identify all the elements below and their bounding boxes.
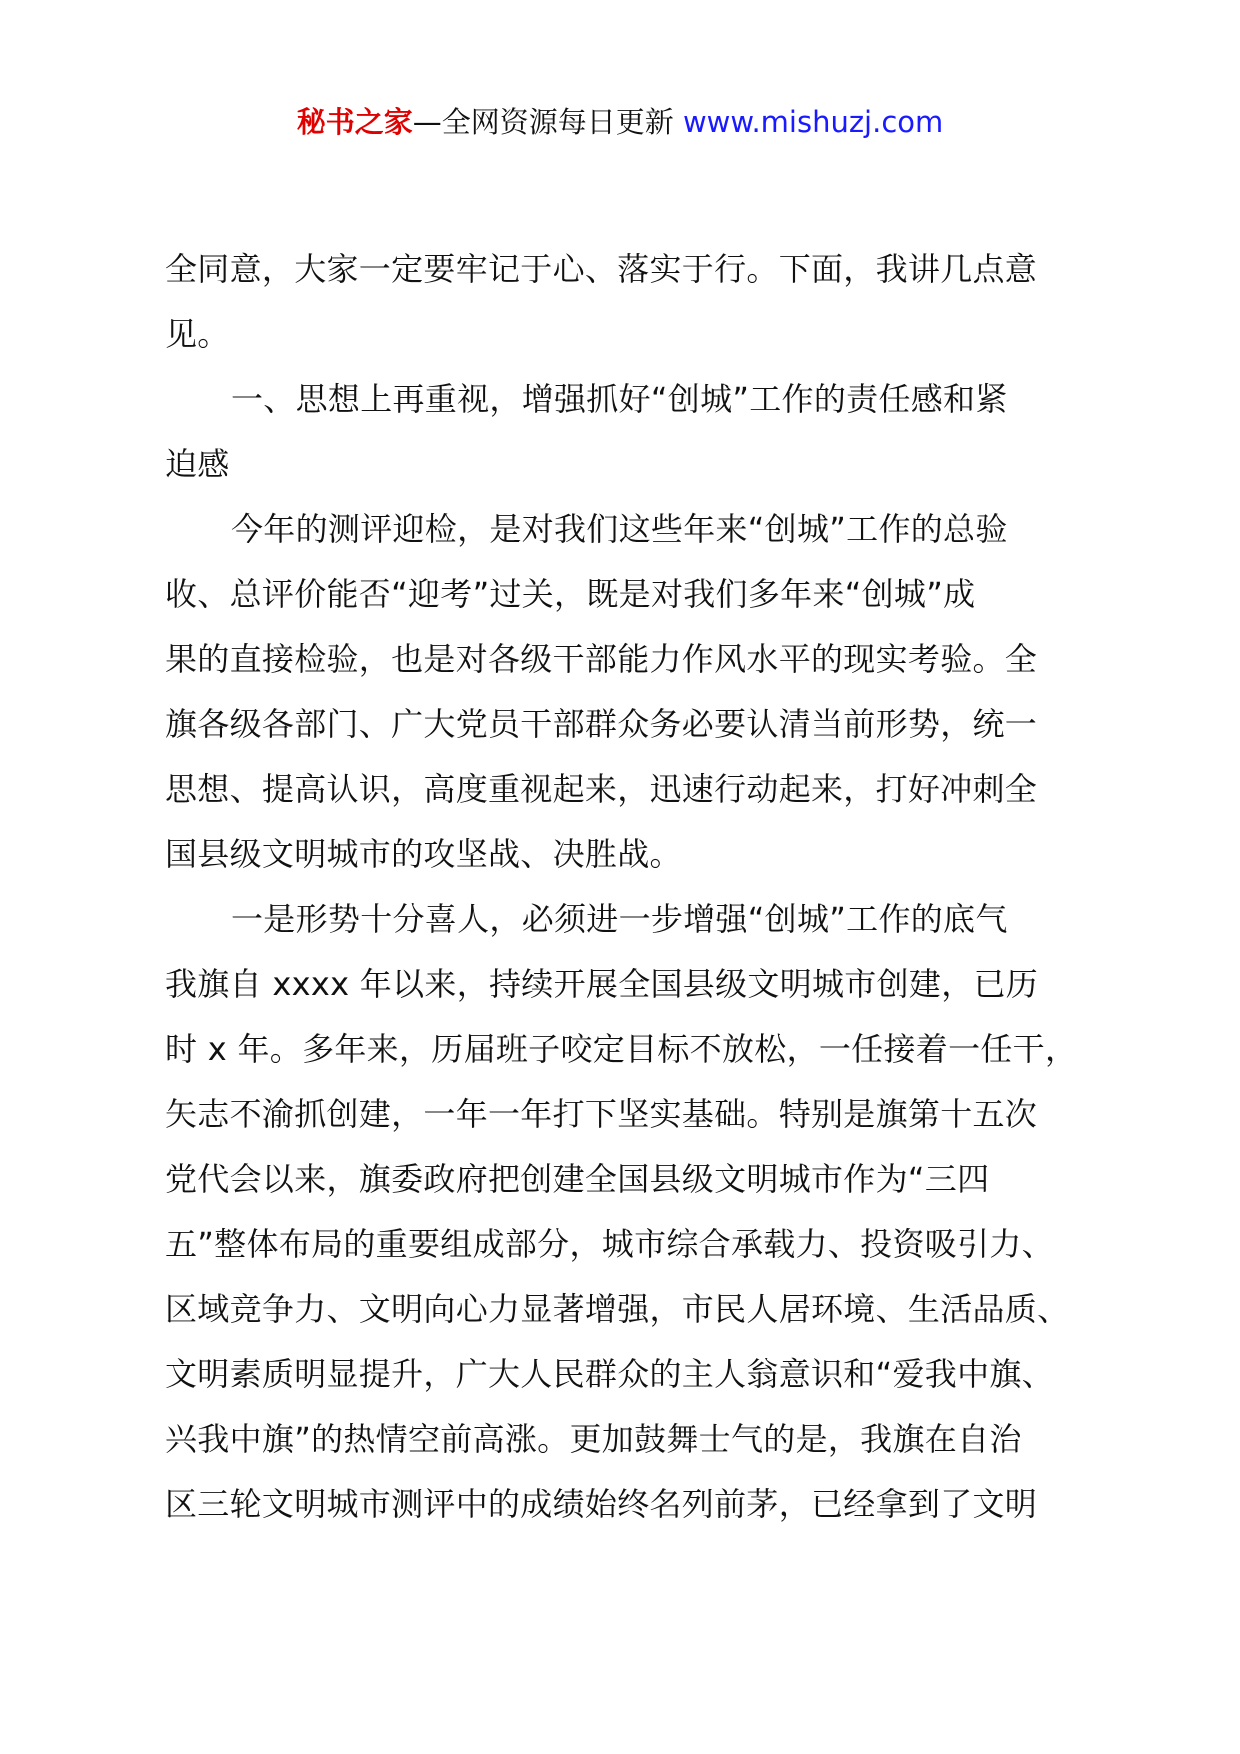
body-line: 今年的测评迎检，是对我们这些年来“创城”工作的总验	[231, 510, 1008, 548]
body-line: 国县级文明城市的攻坚战、决胜战。	[165, 835, 682, 873]
body-line: 旗各级各部门、广大党员干部群众务必要认清当前形势，统一	[165, 705, 1038, 743]
body-line: 收、总评价能否“迎考”过关，既是对我们多年来“创城”成	[165, 575, 976, 613]
body-line: 文明素质明显提升，广大人民群众的主人翁意识和“爱我中旗、	[165, 1355, 1054, 1393]
body-line: 党代会以来，旗委政府把创建全国县级文明城市作为“三四	[165, 1160, 990, 1198]
body-line: 区三轮文明城市测评中的成绩始终名列前茅，已经拿到了文明	[165, 1485, 1038, 1523]
header-slogan: —全网资源每日更新	[412, 105, 674, 139]
section-heading-line: 一、思想上再重视，增强抓好“创城”工作的责任感和紧	[231, 380, 1008, 418]
body-line: 兴我中旗”的热情空前高涨。更加鼓舞士气的是，我旗在自治	[165, 1420, 1022, 1458]
body-line: 思想、提高认识，高度重视起来，迅速行动起来，打好冲刺全	[165, 770, 1038, 808]
subsection-heading-line: 一是形势十分喜人，必须进一步增强“创城”工作的底气	[231, 900, 1008, 938]
section-heading-line: 迫感	[165, 445, 230, 483]
body-line: 全同意，大家一定要牢记于心、落实于行。下面，我讲几点意	[165, 250, 1038, 288]
body-line: 我旗自 xxxx 年以来，持续开展全国县级文明城市创建，已历	[165, 965, 1039, 1003]
site-url-link[interactable]: www.mishuzj.com	[682, 105, 944, 139]
body-line: 果的直接检验，也是对各级干部能力作风水平的现实考验。全	[165, 640, 1038, 678]
body-line: 矢志不渝抓创建，一年一年打下坚实基础。特别是旗第十五次	[165, 1095, 1038, 1133]
body-line: 五”整体布局的重要组成部分，城市综合承载力、投资吸引力、	[165, 1225, 1054, 1263]
brand-name: 秘书之家	[296, 105, 413, 139]
body-line: 见。	[165, 315, 230, 353]
body-line: 区域竞争力、文明向心力显著增强，市民人居环境、生活品质、	[165, 1290, 1070, 1328]
page-header	[0, 102, 1240, 142]
document-body	[165, 237, 1080, 1537]
body-line: 时 x 年。多年来，历届班子咬定目标不放松，一任接着一任干，	[165, 1030, 1078, 1068]
